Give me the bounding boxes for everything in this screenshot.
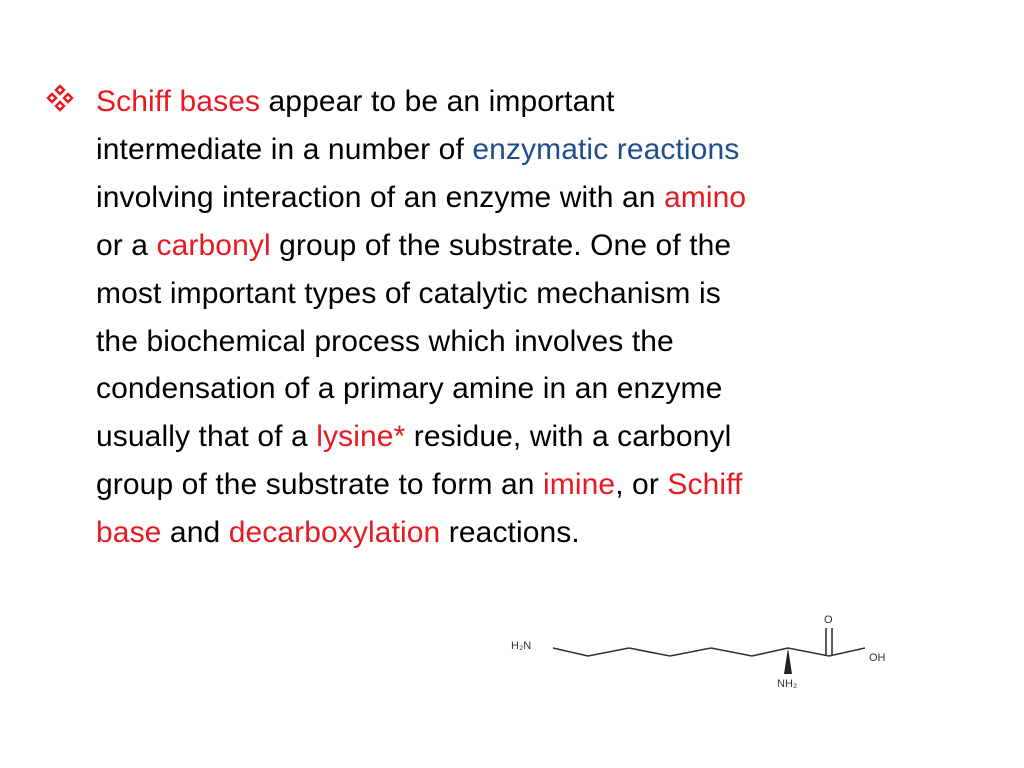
paragraph-line <box>96 270 916 318</box>
hydroxyl-label: OH <box>869 652 886 664</box>
text-segment: or a <box>96 228 157 262</box>
amine-left-label: H₂N <box>511 640 532 652</box>
text-segment: residue, with a carbonyl <box>405 420 732 454</box>
bond-2 <box>588 648 629 656</box>
paragraph-line <box>96 222 916 270</box>
diamond-bullet-icon <box>46 84 74 112</box>
text-segment: base <box>96 516 162 550</box>
bond-5 <box>711 648 752 656</box>
text-segment: involving interaction of an enzyme with an <box>96 180 664 214</box>
text-segment: Schiff <box>667 468 743 502</box>
text-segment: reactions. <box>440 516 580 550</box>
paragraph-line <box>96 413 916 461</box>
bond-1 <box>553 648 588 656</box>
text-segment: group of the substrate to form an <box>96 468 543 502</box>
text-segment: carbonyl <box>156 228 271 262</box>
bond-3 <box>629 648 670 656</box>
text-segment: imine <box>542 468 616 502</box>
paragraph-line <box>96 78 916 126</box>
paragraph-line <box>96 174 916 222</box>
text-segment: Schiff bases <box>96 85 261 118</box>
text-segment: most important types of catalytic mechanism is <box>96 276 721 310</box>
text-segment: appear to be an important <box>260 85 615 118</box>
text-segment: , or <box>615 468 668 502</box>
oxygen-label: O <box>824 614 833 626</box>
wedge-bond <box>784 648 792 674</box>
text-segment: the biochemical process which involves the <box>96 324 674 358</box>
lysine-structure-diagram <box>505 608 915 693</box>
body-paragraph <box>96 78 916 557</box>
text-segment: group of the substrate. One of the <box>270 228 732 262</box>
paragraph-line <box>96 126 916 174</box>
paragraph-line <box>96 318 916 366</box>
bond-6 <box>752 648 788 656</box>
text-segment: decarboxylation <box>228 516 441 550</box>
text-segment: enzymatic reactions <box>472 132 740 166</box>
bond-8 <box>829 648 865 656</box>
text-segment: usually that of a <box>96 420 317 454</box>
text-segment: amino <box>663 180 747 214</box>
text-segment: condensation of a primary amine in an enzyme <box>96 372 723 406</box>
bond-7 <box>788 648 829 656</box>
paragraph-line <box>96 461 916 509</box>
text-segment: intermediate in a number of <box>96 132 473 166</box>
bond-4 <box>670 648 711 656</box>
paragraph-line <box>96 365 916 413</box>
alpha-amine-label: NH₂ <box>777 678 798 690</box>
text-segment: and <box>161 516 229 550</box>
text-segment: lysine* <box>316 420 406 454</box>
paragraph-line <box>96 509 916 557</box>
